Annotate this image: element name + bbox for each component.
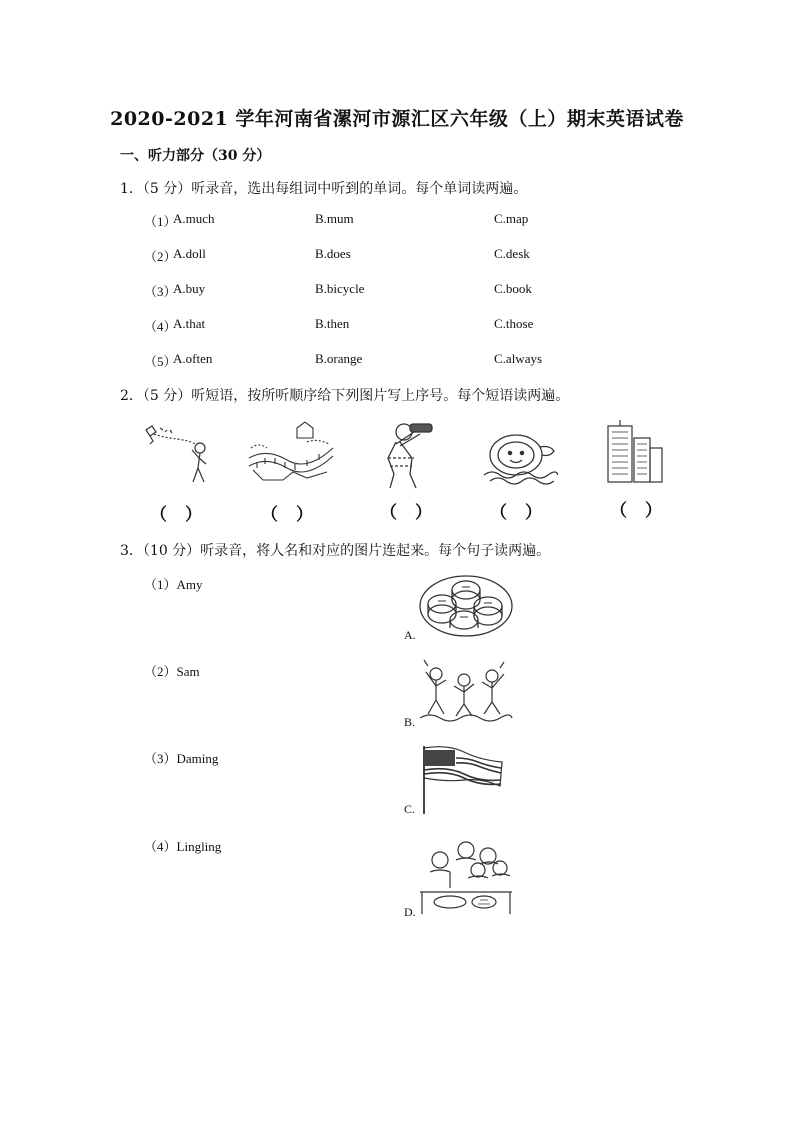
question-2-stem: 2．（5 分）听短语，按所听顺序给下列图片写上序号。每个短语读两遍。 <box>120 388 570 404</box>
page-title: 2020-2021 学年河南省漯河市源汇区六年级（上）期末英语试卷 <box>110 108 684 130</box>
q1-row-3-option-c: C.book <box>494 281 532 296</box>
dancers-picture <box>416 656 514 724</box>
buildings-picture <box>604 418 666 484</box>
turtle-picture <box>482 425 558 487</box>
q1-row-5-option-c: C.always <box>494 351 543 366</box>
answer-blank-5[interactable]: （ ） <box>610 501 662 521</box>
q1-row-2-option-a: A.doll <box>173 246 206 261</box>
question-1-stem: 1．（5 分）听录音，选出每组词中听到的单词。每个单词读两遍。 <box>120 181 528 197</box>
q1-row-3-option-b: B.bicycle <box>315 281 365 296</box>
question-3-stem: 3．（10 分）听录音，将人名和对应的图片连起来。每个句子读两遍。 <box>120 543 551 559</box>
q3-option-d-letter: D. <box>404 905 416 919</box>
q3-name-3: （3）Daming <box>144 751 219 766</box>
q1-row-2-option-c: C.desk <box>494 246 530 261</box>
q1-row-5-number: （5） <box>144 354 177 369</box>
q1-row-5-option-a: A.often <box>173 351 213 366</box>
section-heading-listening: 一、听力部分（30 分） <box>120 148 271 164</box>
q3-option-a-letter: A. <box>404 628 416 642</box>
q1-row-4-option-a: A.that <box>173 316 206 331</box>
answer-blank-4[interactable]: （ ） <box>490 503 542 523</box>
q1-row-4-option-c: C.those <box>494 316 534 331</box>
answer-blank-3[interactable]: （ ） <box>380 503 432 523</box>
q3-option-c-letter: C. <box>404 802 416 816</box>
q1-row-3-number: （3） <box>144 284 177 299</box>
q3-name-4: （4）Lingling <box>144 839 222 854</box>
q1-row-1-option-a: A.much <box>173 211 215 226</box>
q1-row-3-option-a: A.buy <box>173 281 206 296</box>
q1-row-1-option-b: B.mum <box>315 211 354 226</box>
q3-name-2: （2）Sam <box>144 664 200 679</box>
q1-row-2-number: （2） <box>144 249 177 264</box>
flag-picture <box>418 744 504 816</box>
q1-row-4-number: （4） <box>144 319 177 334</box>
q1-row-1-option-c: C.map <box>494 211 529 226</box>
q3-option-b-letter: B. <box>404 715 416 729</box>
binoculars-man-picture <box>370 418 442 490</box>
great-wall-picture <box>247 418 335 488</box>
q1-row-2-option-b: B.does <box>315 246 351 261</box>
kite-flying-picture <box>140 420 215 488</box>
mooncakes-picture <box>416 570 516 638</box>
q1-row-5-option-b: B.orange <box>315 351 363 366</box>
q1-row-4-option-b: B.then <box>315 316 350 331</box>
q3-name-1: （1）Amy <box>144 577 203 592</box>
family-dinner-picture <box>418 838 514 916</box>
answer-blank-1[interactable]: （ ） <box>150 505 202 525</box>
answer-blank-2[interactable]: （ ） <box>261 505 313 525</box>
q1-row-1-number: （1） <box>144 214 177 229</box>
